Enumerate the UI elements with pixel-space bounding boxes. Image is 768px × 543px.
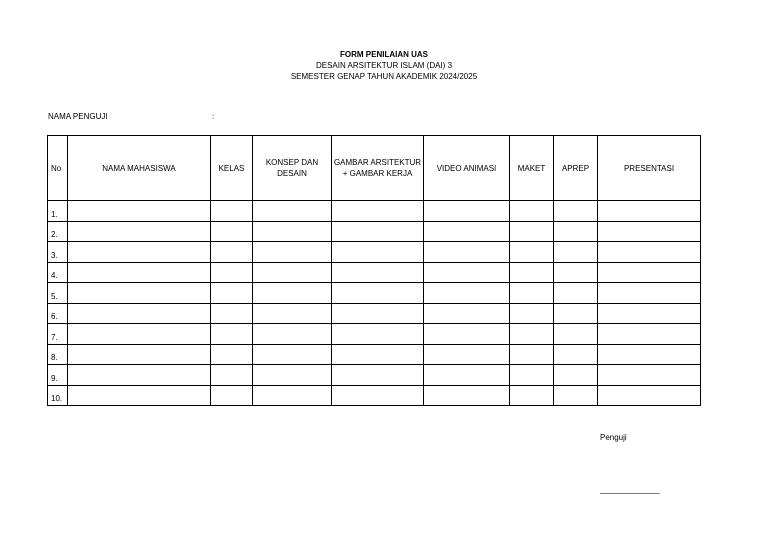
presentation-score-cell[interactable]: [598, 385, 701, 406]
table-row: [48, 283, 701, 304]
drawing-score-cell[interactable]: [332, 365, 424, 386]
video-score-cell[interactable]: [424, 242, 510, 263]
grading-table: [47, 135, 701, 406]
model-score-cell[interactable]: [510, 283, 554, 304]
drawing-score-cell[interactable]: [332, 303, 424, 324]
model-score-cell[interactable]: [510, 303, 554, 324]
video-score-cell[interactable]: [424, 344, 510, 365]
form-header: [0, 49, 768, 82]
model-score-cell[interactable]: [510, 262, 554, 283]
class-cell[interactable]: [211, 385, 253, 406]
video-score-cell[interactable]: [424, 324, 510, 345]
video-score-cell[interactable]: [424, 385, 510, 406]
concept-score-cell[interactable]: [253, 385, 332, 406]
drawing-score-cell[interactable]: [332, 324, 424, 345]
class-cell[interactable]: [211, 201, 253, 222]
model-score-cell[interactable]: [510, 242, 554, 263]
drawing-score-cell[interactable]: [332, 262, 424, 283]
concept-score-cell[interactable]: [253, 344, 332, 365]
presentation-score-cell[interactable]: [598, 221, 701, 242]
model-score-cell[interactable]: [510, 221, 554, 242]
video-score-cell[interactable]: [424, 201, 510, 222]
row-number: 10.: [48, 385, 68, 406]
drawing-score-cell[interactable]: [332, 344, 424, 365]
drawing-score-cell[interactable]: [332, 385, 424, 406]
drawing-score-cell[interactable]: [332, 221, 424, 242]
header-presentation: PRESENTASI: [598, 136, 701, 201]
aprep-score-cell[interactable]: [554, 201, 598, 222]
aprep-score-cell[interactable]: [554, 221, 598, 242]
presentation-score-cell[interactable]: [598, 344, 701, 365]
video-score-cell[interactable]: [424, 303, 510, 324]
row-number: 5.: [48, 283, 68, 304]
drawing-score-cell[interactable]: [332, 242, 424, 263]
class-cell[interactable]: [211, 262, 253, 283]
concept-score-cell[interactable]: [253, 283, 332, 304]
student-name-cell[interactable]: [68, 262, 211, 283]
table-row: [48, 201, 701, 222]
student-name-cell[interactable]: [68, 344, 211, 365]
aprep-score-cell[interactable]: [554, 303, 598, 324]
row-number: 2.: [48, 221, 68, 242]
student-name-cell[interactable]: [68, 303, 211, 324]
header-drawing-line-2: + GAMBAR KERJA: [342, 169, 413, 178]
table-row: [48, 324, 701, 345]
table-row: [48, 221, 701, 242]
header-concept-line-1: KONSEP DAN: [265, 158, 319, 167]
examiner-label: NAMA PENGUJI: [48, 112, 108, 121]
table-body: [48, 201, 701, 406]
concept-score-cell[interactable]: [253, 221, 332, 242]
presentation-score-cell[interactable]: [598, 201, 701, 222]
table-row: [48, 262, 701, 283]
class-cell[interactable]: [211, 344, 253, 365]
aprep-score-cell[interactable]: [554, 344, 598, 365]
table-row: [48, 242, 701, 263]
student-name-cell[interactable]: [68, 365, 211, 386]
header-video-animation: VIDEO ANIMASI: [424, 136, 510, 201]
row-number: 1.: [48, 201, 68, 222]
header-concept-design: [253, 136, 332, 201]
row-number: 3.: [48, 242, 68, 263]
student-name-cell[interactable]: [68, 385, 211, 406]
presentation-score-cell[interactable]: [598, 303, 701, 324]
model-score-cell[interactable]: [510, 201, 554, 222]
model-score-cell[interactable]: [510, 365, 554, 386]
header-no: No: [48, 136, 68, 201]
aprep-score-cell[interactable]: [554, 385, 598, 406]
class-cell[interactable]: [211, 324, 253, 345]
concept-score-cell[interactable]: [253, 201, 332, 222]
aprep-score-cell[interactable]: [554, 262, 598, 283]
form-title: FORM PENILAIAN UAS: [340, 50, 428, 59]
video-score-cell[interactable]: [424, 262, 510, 283]
model-score-cell[interactable]: [510, 344, 554, 365]
aprep-score-cell[interactable]: [554, 365, 598, 386]
table-row: [48, 303, 701, 324]
student-name-cell[interactable]: [68, 221, 211, 242]
header-drawing-line-1: GAMBAR ARSITEKTUR: [333, 158, 422, 167]
header-aprep: APREP: [554, 136, 598, 201]
concept-score-cell[interactable]: [253, 242, 332, 263]
student-name-cell[interactable]: [68, 201, 211, 222]
video-score-cell[interactable]: [424, 283, 510, 304]
table-row: [48, 385, 701, 406]
examiner-name-field: [48, 111, 215, 122]
table-row: [48, 344, 701, 365]
row-number: 6.: [48, 303, 68, 324]
concept-score-cell[interactable]: [253, 303, 332, 324]
semester-info: SEMESTER GENAP TAHUN AKADEMIK 2024/2025: [290, 72, 478, 81]
class-cell[interactable]: [211, 303, 253, 324]
model-score-cell[interactable]: [510, 385, 554, 406]
concept-score-cell[interactable]: [253, 324, 332, 345]
aprep-score-cell[interactable]: [554, 242, 598, 263]
class-cell[interactable]: [211, 242, 253, 263]
row-number: 9.: [48, 365, 68, 386]
video-score-cell[interactable]: [424, 221, 510, 242]
aprep-score-cell[interactable]: [554, 283, 598, 304]
aprep-score-cell[interactable]: [554, 324, 598, 345]
student-name-cell[interactable]: [68, 324, 211, 345]
table-header-row: [48, 136, 701, 201]
concept-score-cell[interactable]: [253, 262, 332, 283]
presentation-score-cell[interactable]: [598, 242, 701, 263]
class-cell[interactable]: [211, 221, 253, 242]
presentation-score-cell[interactable]: [598, 324, 701, 345]
row-number: 7.: [48, 324, 68, 345]
student-name-cell[interactable]: [68, 242, 211, 263]
class-cell[interactable]: [211, 365, 253, 386]
drawing-score-cell[interactable]: [332, 201, 424, 222]
model-score-cell[interactable]: [510, 324, 554, 345]
presentation-score-cell[interactable]: [598, 262, 701, 283]
header-concept-line-2: DESAIN: [277, 169, 307, 178]
examiner-colon: :: [212, 112, 215, 121]
course-title: DESAIN ARSITEKTUR ISLAM (DAI) 3: [315, 61, 453, 70]
header-class: KELAS: [211, 136, 253, 201]
row-number: 4.: [48, 262, 68, 283]
concept-score-cell[interactable]: [253, 365, 332, 386]
header-student-name: NAMA MAHASISWA: [68, 136, 211, 201]
video-score-cell[interactable]: [424, 365, 510, 386]
class-cell[interactable]: [211, 283, 253, 304]
student-name-cell[interactable]: [68, 283, 211, 304]
examiner-signature-label: Penguji: [600, 433, 627, 442]
row-number: 8.: [48, 344, 68, 365]
header-architecture-drawing: [332, 136, 424, 201]
header-model: MAKET: [510, 136, 554, 201]
drawing-score-cell[interactable]: [332, 283, 424, 304]
presentation-score-cell[interactable]: [598, 283, 701, 304]
signature-line: _______________: [600, 485, 660, 494]
table-row: [48, 365, 701, 386]
presentation-score-cell[interactable]: [598, 365, 701, 386]
